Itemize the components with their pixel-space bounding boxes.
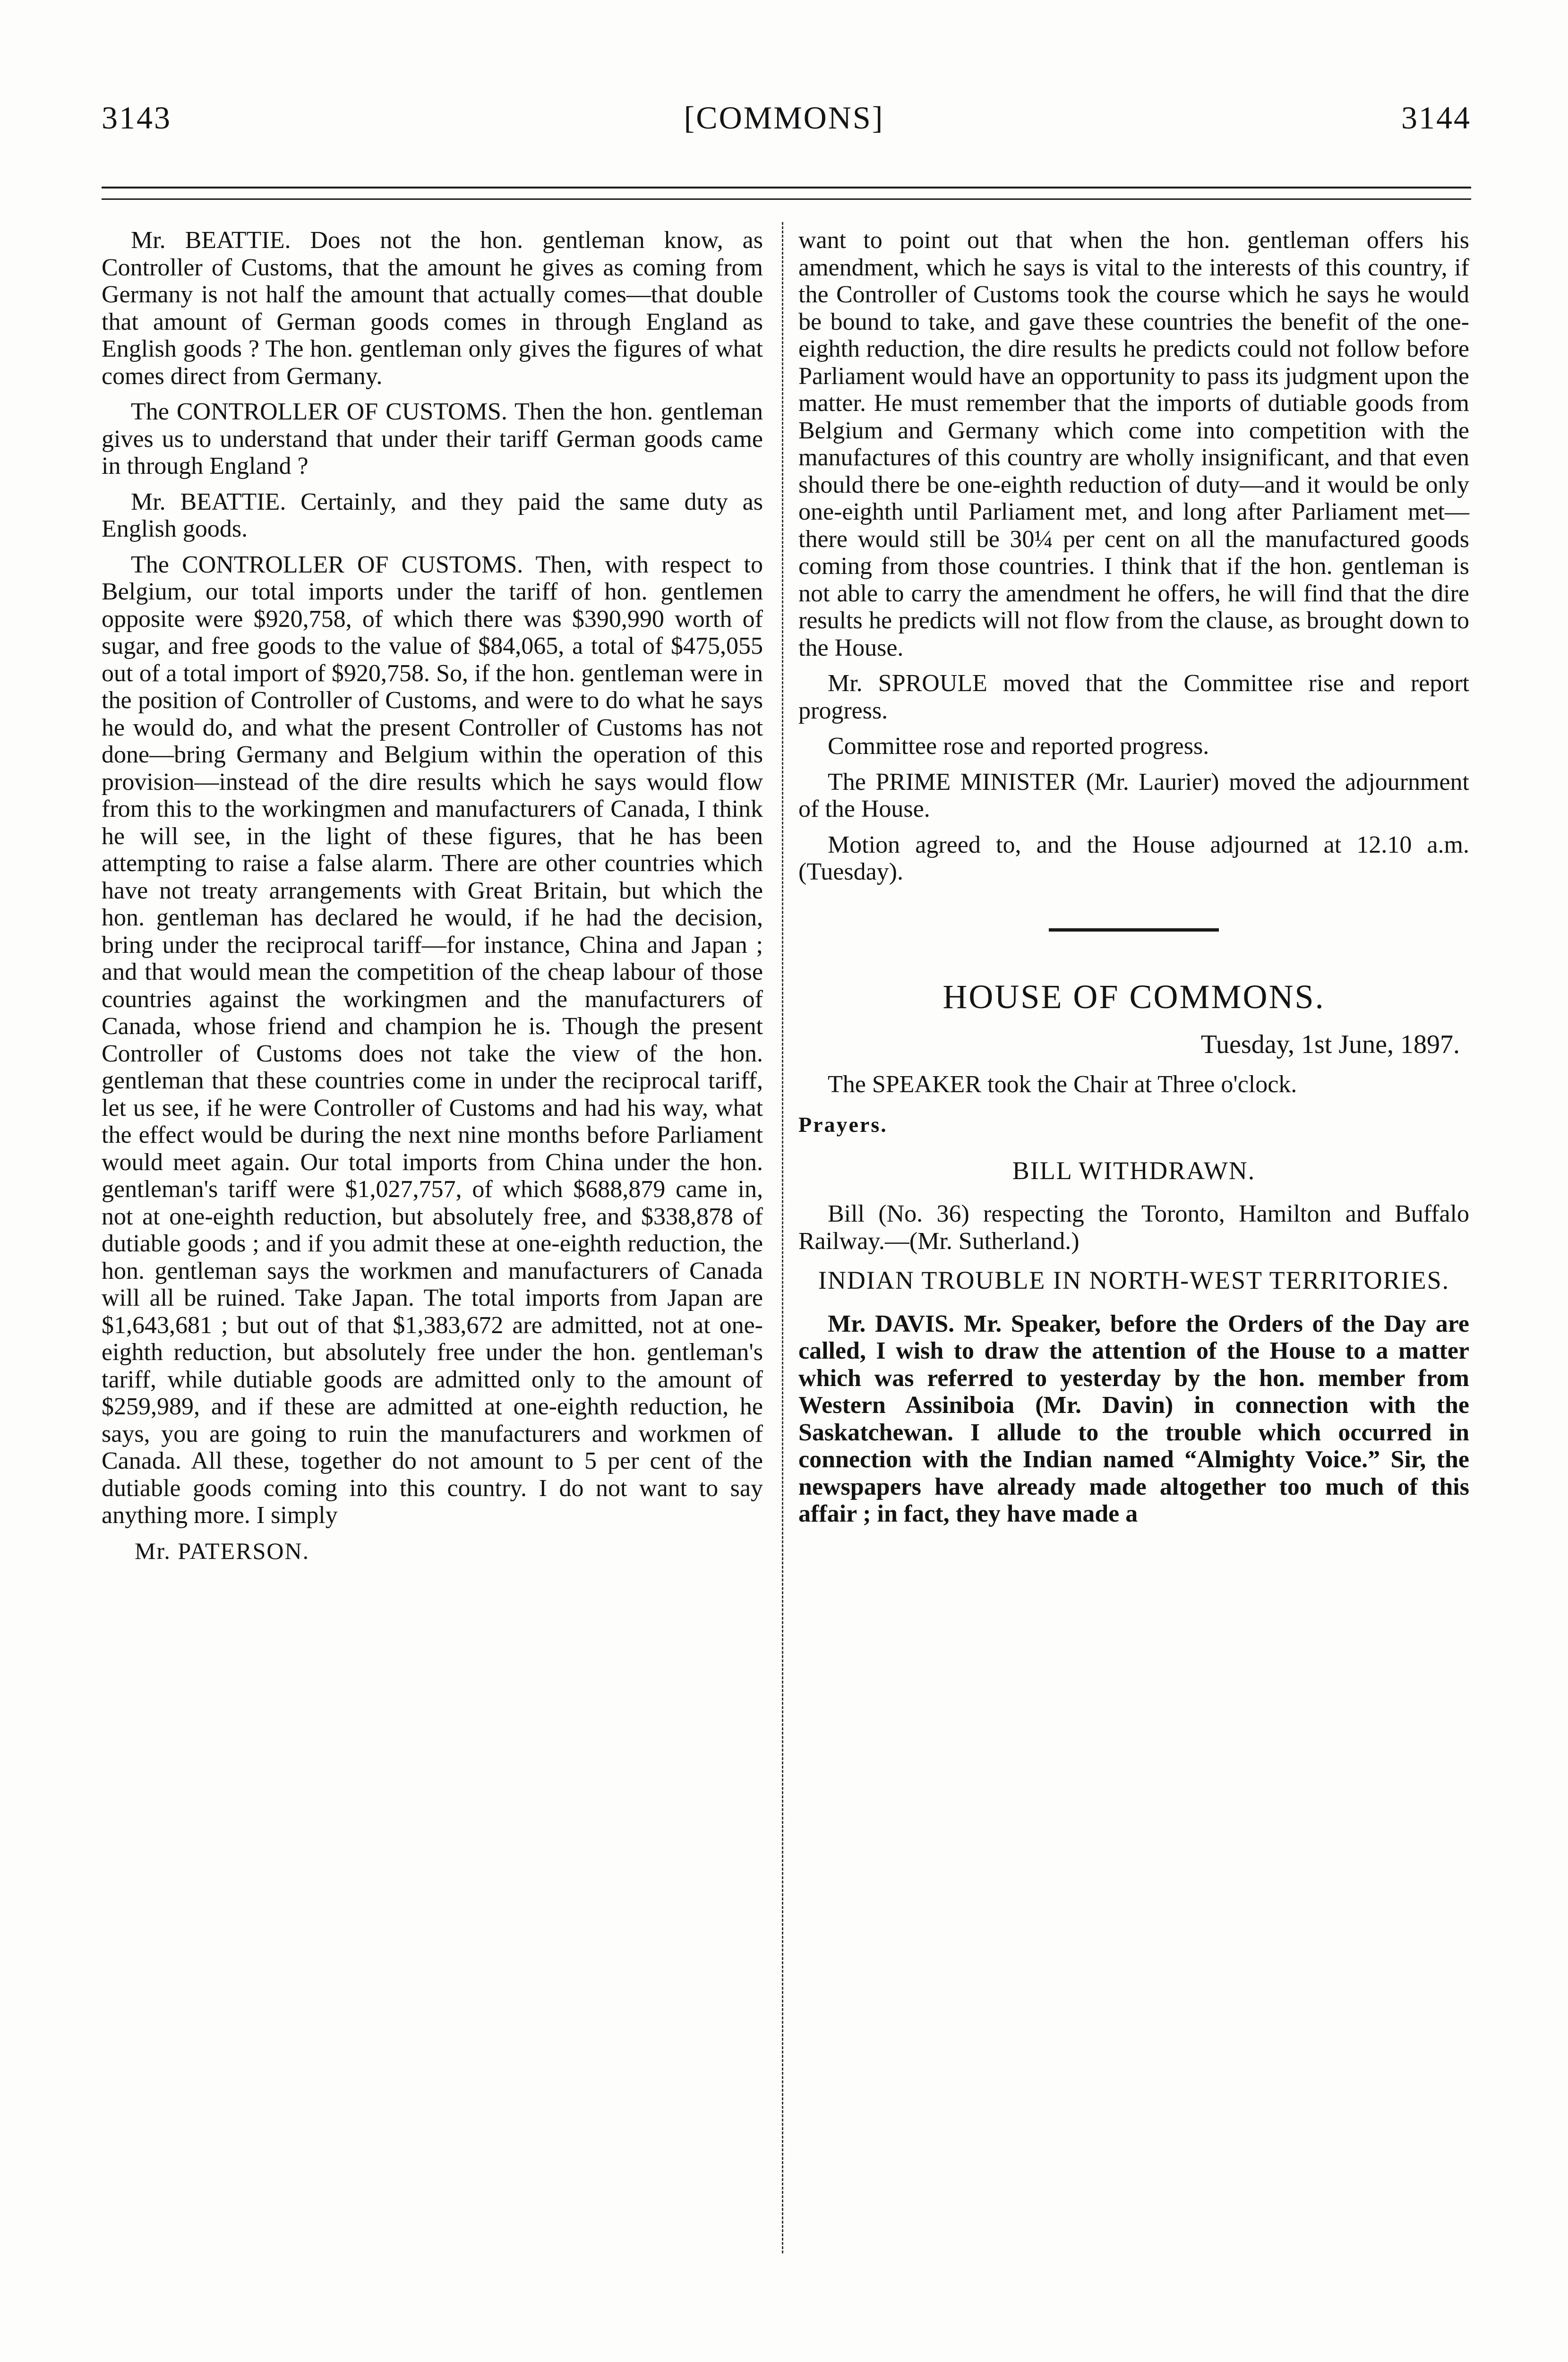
controller-continuation: want to point out that when the hon. gentleman offers his amendment, which he says is vital to the interests of this country, if the Controller of Customs took the course which he says he would be bound to take, and gave these countries the benefit of the one-eighth reduction, the dire results he predicts could not follow before Parliament would have an opportunity to pass its judgment upon the matter. He must remember that the imports of dutiable goods from Belgium and Germany which come into competition with the manufactures of this country are wholly insignificant, and that even should there be one-eighth reduction of duty—and it would be only one-eighth until Parliament met, and long after Parliament met—there would still be 30¼ per cent on all the manufactured goods coming from those countries. I think that if the hon. gentleman is not able to carry the amendment he offers, he will find that the dire results he predicts will not flow from the clause, as brought down to the House. xyxy=(798,227,1469,661)
beattie-question: Mr. BEATTIE. Does not the hon. gentleman know, as Controller of Customs, that the amount he gives as coming from Germany is not half the amount that actually comes—that double that amount of German goods comes in through England as English goods ? The hon. gentleman only gives the figures of what comes direct from Germany. xyxy=(102,227,763,390)
left-column xyxy=(102,227,763,1565)
prayers-label: Prayers. xyxy=(798,1113,888,1137)
sitting-date: Tuesday, 1st June, 1897. xyxy=(1200,1030,1460,1059)
bill-text: Bill (No. 36) respecting the Toronto, Hamilton and Buffalo Railway.—(Mr. Sutherland.) xyxy=(798,1200,1469,1255)
beattie-answer: Mr. BEATTIE. Certainly, and they paid the same duty as English goods. xyxy=(102,488,763,542)
speaker-took-chair: The SPEAKER took the Chair at Three o'clock. xyxy=(828,1070,1297,1098)
bill-heading: BILL WITHDRAWN. xyxy=(1012,1156,1256,1185)
controller-reply-2: The CONTROLLER OF CUSTOMS. Then, with respect to Belgium, our total imports under the tariff of hon. gentlemen opposite were $920,758, of which there was $390,990 worth of sugar, and free goods to the value of $84,065, a total of $475,055 out of a total import of $920,758. So, if the hon. gentleman were in the position of Controller of Customs, and were to do what he says he would do, and what the present Controller of Customs has not done—bring Germany and Belgium within the operation of this provision—instead of the dire results which he says would flow from this to the workingmen and manufacturers of Canada, I think he will see, in the light of these figures, that he has been attempting to raise a false alarm. There are other countries which have not treaty arrangements with Great Britain, but which the hon. gentleman has declared he would, if he had the decision, bring under the reciprocal tariff—for instance, China and Japan ; and that would mean the competition of the cheap labour of those countries against the workingmen and the manufacturers of Canada, whose friend and champion he is. Though the present Controller of Customs does not take the view of the hon. gentleman that these countries come in under the reciprocal tariff, let us see, if he were Controller of Customs and had his way, what the effect would be during the next nine months before Parliament would meet again. Our total imports from China under the hon. gentleman's tariff were $1,027,757, of which $688,879 came in, not at one-eighth reduction, but absolutely free, and $338,878 of dutiable goods ; and if you admit these at one-eighth reduction, the hon. gentleman says the workmen and manufacturers of Canada will all be ruined. Take Japan. The total imports from Japan are $1,643,681 ; but out of that $1,383,672 are admitted, not at one-eighth reduction, but absolutely free under the hon. gentleman's tariff, while dutiable goods are admitted only to the amount of $259,989, and if these are admitted at one-eighth reduction, he says, you are going to ruin the manufacturers and workmen of Canada. All these, together do not amount to 5 per cent of the dutiable goods coming into this country. I do not want to say anything more. I simply xyxy=(102,551,763,1529)
controller-reply-1: The CONTROLLER OF CUSTOMS. Then the hon. gentleman gives us to understand that under their tariff German goods came in through England ? xyxy=(102,398,763,479)
page-number-left: 3143 xyxy=(102,100,171,136)
davis-speech: Mr. DAVIS. Mr. Speaker, before the Orders of the Day are called, I wish to draw the attention of the House to a matter which was referred to yesterday by the hon. member from Western Assiniboia (Mr. Davin) in connection with the Saskatchewan. I allude to the trouble which occurred in connection with the Indian named “Almighty Voice.” Sir, the newspapers have already made altogether too much of this affair ; in fact, they have made a xyxy=(798,1310,1469,1527)
running-header: [COMMONS] xyxy=(684,100,884,136)
committee-rose: Committee rose and reported progress. xyxy=(828,733,1209,760)
section-rule xyxy=(1049,928,1219,932)
column-divider xyxy=(782,222,783,2253)
header-rule-top xyxy=(102,187,1471,188)
prime-minister-motion: The PRIME MINISTER (Mr. Laurier) moved the adjournment of the House. xyxy=(798,768,1469,822)
header-rule-bottom xyxy=(102,198,1471,200)
page-number-right: 3144 xyxy=(1401,100,1471,136)
motion-agreed: Motion agreed to, and the House adjourned at 12.10 a.m. (Tuesday). xyxy=(798,831,1469,885)
right-column xyxy=(798,227,1469,1536)
speaker-signature: Mr. PATERSON. xyxy=(135,1537,310,1564)
indian-trouble-heading: INDIAN TROUBLE IN NORTH-WEST TERRITORIES. xyxy=(818,1266,1450,1294)
sproule-motion: Mr. SPROULE moved that the Committee rise and report progress. xyxy=(798,670,1469,724)
house-title: HOUSE OF COMMONS. xyxy=(943,977,1325,1016)
